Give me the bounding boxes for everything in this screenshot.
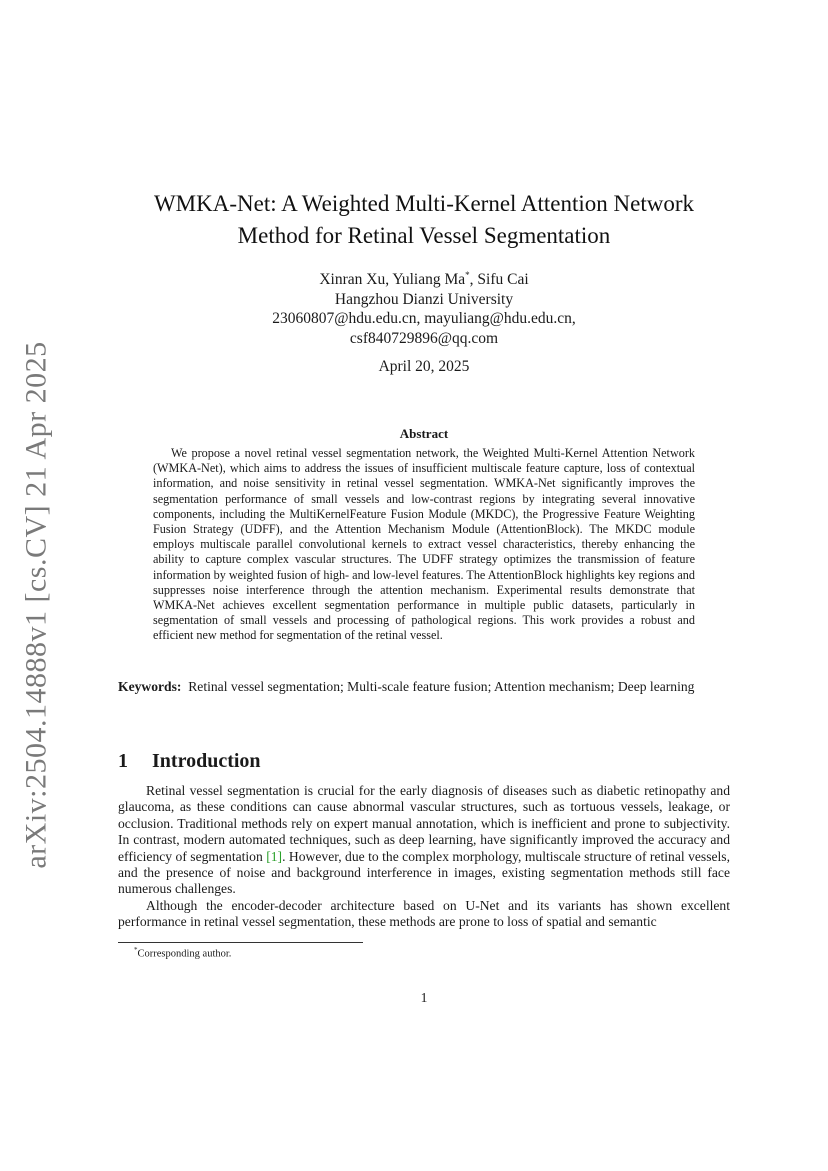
section-title: Introduction	[152, 750, 261, 772]
abstract-heading: Abstract	[399, 426, 449, 441]
page-number: 1	[420, 990, 428, 1005]
title-line-2: Method for Retinal Vessel Segmentation	[237, 223, 611, 248]
abstract-text: We propose a novel retinal vessel segmentation network, the Weighted Multi-Kernel Attention Network (WMKA-Net), which aims to address the issues of insufficient multiscale feature capture, loss of contextual information, and noise sensitivity in retinal vessel segmentation. WMKA-Net significantly improves the segmentation performance of small vessels and low-contrast regions by integrating several innovative components, including the MultiKernelFeature Fusion Module (MKDC), the Progressive Feature Weighting Fusion Strategy (UDFF), and the Attention Mechanism Module (AttentionBlock). The MKDC module employs multiscale parallel convolutional kernels to extract vessel characteristics, thereby enhancing the ability to capture complex vascular structures. The UDFF strategy optimizes the transmission of feature information by weighted fusion of high- and low-level features. The AttentionBlock highlights key regions and suppresses noise interference through the attention mechanism. Experimental results demonstrate that WMKA-Net achieves excellent segmentation performance in multiple public datasets, particularly in segmentation of small vessels and processing of pathological regions. This work provides a robust and efficient new method for segmentation of the retinal vessel.	[153, 446, 695, 643]
arxiv-identifier: arXiv:2504.14888v1 [cs.CV] 21 Apr 2025	[20, 341, 54, 869]
intro-p1-text-a: Retinal vessel segmentation is crucial for the early diagnosis of diseases such as diabetic retinopathy and glaucoma, as these conditions can cause abnormal vascular structures, such as tortuous vessels, leakage, or occlusion. Traditional methods rely on expert manual annotation, which is inefficient and prone to subjectivity. In contrast, modern automated techniques, such as deep learning, have significantly improved the accuracy and efficiency of segmentation	[118, 783, 730, 864]
affiliation: Hangzhou Dianzi University	[334, 290, 514, 308]
author-names-prefix: Xinran Xu, Yuliang Ma	[319, 271, 466, 289]
author-names	[118, 266, 730, 290]
keywords-text: Retinal vessel segmentation; Multi-scale feature fusion; Attention mechanism; Deep learning	[188, 679, 695, 694]
section-heading-introduction	[118, 750, 730, 773]
arxiv-sidebar	[12, 341, 62, 869]
intro-paragraph-1	[118, 783, 730, 898]
intro-paragraph-2: Although the encoder-decoder architecture based on U-Net and its variants has shown excellent performance in retinal vessel segmentation, these methods are prone to loss of spatial and semantic	[118, 897, 730, 930]
emails-line-2: csf840729896@qq.com	[349, 329, 499, 347]
intro-p1-text-b: . However, due to the complex morphology, multiscale structure of retinal vessels, and the presence of noise and background interference in images, existing segmentation methods still face numerous challenges.	[118, 848, 730, 897]
author-block	[118, 266, 730, 348]
footnote-text: Corresponding author.	[137, 948, 232, 960]
footnote-rule	[118, 942, 363, 943]
paper-title	[118, 188, 730, 252]
footnote	[134, 946, 634, 960]
paper-date: April 20, 2025	[378, 358, 470, 375]
section-number: 1	[118, 750, 128, 772]
introduction-body	[118, 783, 730, 931]
title-line-1: WMKA-Net: A Weighted Multi-Kernel Attention Network	[153, 191, 695, 216]
footnote-mark: *	[134, 946, 138, 954]
keywords	[118, 678, 730, 695]
citation-link[interactable]: [1]	[266, 848, 283, 864]
emails-line-1: 23060807@hdu.edu.cn, mayuliang@hdu.edu.cn,	[272, 310, 576, 328]
author-names-suffix: , Sifu Cai	[469, 271, 529, 289]
corresponding-mark: *	[465, 270, 470, 280]
keywords-label: Keywords:	[118, 679, 182, 694]
